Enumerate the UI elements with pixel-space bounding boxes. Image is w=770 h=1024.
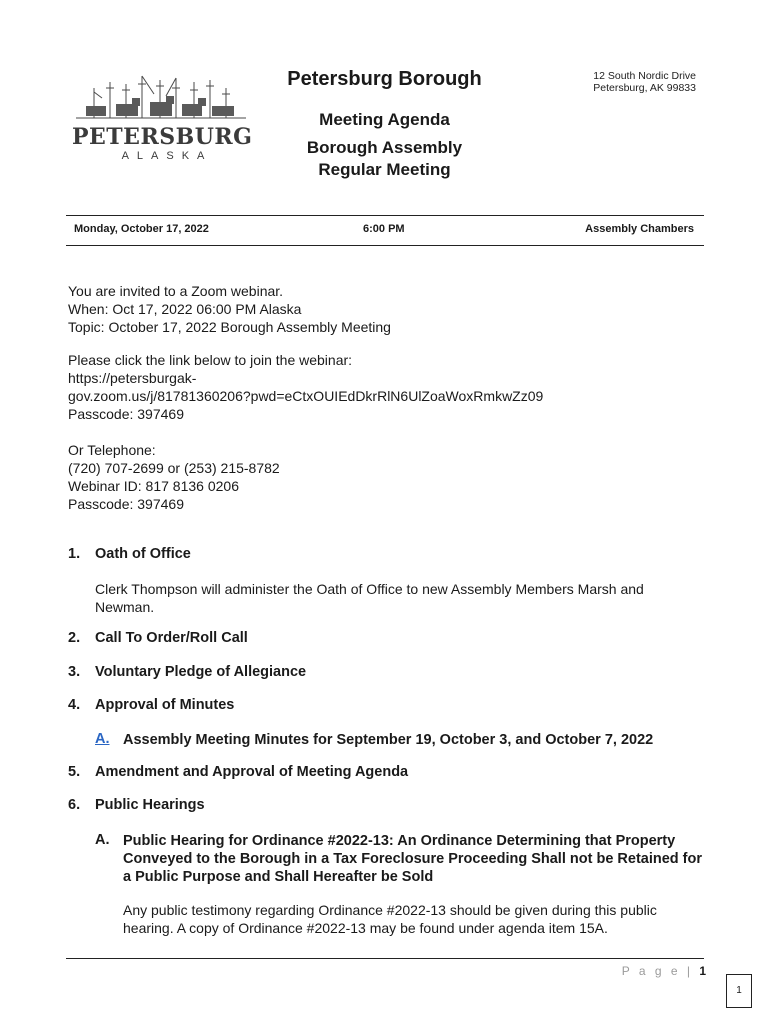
agenda-item-4 <box>68 697 234 713</box>
agenda-item-title: Approval of Minutes <box>95 697 235 713</box>
agenda-item-5 <box>68 764 408 780</box>
agenda-item-6a <box>95 832 705 886</box>
address-line-1: 12 South Nordic Drive <box>593 70 696 82</box>
oath-description: Clerk Thompson will administer the Oath of Office to new Assembly Members Marsh and Newman. <box>95 581 644 615</box>
agenda-item-title: Oath of Office <box>95 546 191 562</box>
agenda-item-title: Voluntary Pledge of Allegiance <box>95 664 307 680</box>
telephone-heading: Or Telephone: <box>68 442 156 458</box>
public-hearing-title: Public Hearing for Ordinance #2022-13: An Ordinance Determining that Property Conveyed to the Borough in a Tax Foreclosure Proceeding Shall not be Retained for a Public Purpose and Shall Hereafter be Sold <box>123 833 703 885</box>
agenda-item-title: Public Hearings <box>95 797 205 813</box>
footer-rule <box>66 958 704 959</box>
zoom-when-line: When: Oct 17, 2022 06:00 PM Alaska <box>68 301 302 317</box>
agenda-item-title: Amendment and Approval of Meeting Agenda <box>95 764 409 780</box>
zoom-passcode: Passcode: 397469 <box>68 406 184 422</box>
agenda-item-2 <box>68 630 248 646</box>
agenda-item-number: 6. <box>68 797 81 813</box>
agenda-item-number: 3. <box>68 664 81 680</box>
agenda-item-number: 2. <box>68 630 81 646</box>
webinar-id: Webinar ID: 817 8136 0206 <box>68 478 239 494</box>
minutes-title: Assembly Meeting Minutes for September 19, October 3, and October 7, 2022 <box>123 732 654 748</box>
page-label: P a g e | <box>621 964 693 978</box>
address-line-2: Petersburg, AK 99833 <box>593 82 696 94</box>
page-footer <box>622 964 706 978</box>
zoom-topic-line: Topic: October 17, 2022 Borough Assembly Meeting <box>68 319 391 335</box>
minutes-link[interactable]: A. <box>95 731 110 747</box>
phone-passcode: Passcode: 397469 <box>68 496 184 512</box>
meeting-date: Monday, October 17, 2022 <box>74 223 209 235</box>
assembly-title: Borough Assembly <box>306 138 463 157</box>
sub-item-letter: A. <box>95 832 110 848</box>
agenda-item-number: 1. <box>68 546 81 562</box>
telephone-numbers: (720) 707-2699 or (253) 215-8782 <box>68 460 280 476</box>
agenda-item-number: 5. <box>68 764 81 780</box>
agenda-item-4a <box>95 731 705 749</box>
zoom-invite <box>68 282 708 336</box>
org-title: Petersburg Borough <box>287 68 482 90</box>
info-bar-bottom-rule <box>66 245 704 246</box>
meeting-location: Assembly Chambers <box>585 223 694 235</box>
agenda-item-6 <box>68 797 205 813</box>
zoom-url-part-1[interactable]: https://petersburgak- <box>68 370 197 386</box>
agenda-item-title: Call To Order/Roll Call <box>95 630 248 646</box>
page-number: 1 <box>699 964 706 978</box>
zoom-link-intro: Please click the link below to join the webinar: <box>68 352 353 368</box>
agenda-item-number: 4. <box>68 697 81 713</box>
zoom-invite-line: You are invited to a Zoom webinar. <box>68 283 284 299</box>
agenda-item-1 <box>68 546 191 562</box>
meeting-time: 6:00 PM <box>363 223 405 235</box>
zoom-link-block <box>68 351 708 423</box>
logo-wordmark: PETERSBURG <box>72 124 253 150</box>
page-index-badge: 1 <box>726 974 752 1008</box>
logo-subtitle: ALASKA <box>121 150 213 162</box>
agenda-title: Meeting Agenda <box>319 110 450 129</box>
public-hearing-description: Any public testimony regarding Ordinance #2022-13 should be given during this public hearing. A copy of Ordinance #2022-13 may be found under agenda item 15A. <box>123 902 657 936</box>
harbor-skyline-graphic <box>72 74 250 124</box>
telephone-block <box>68 441 708 513</box>
info-bar-top-rule <box>66 215 704 216</box>
agenda-item-3 <box>68 664 306 680</box>
zoom-url-part-2[interactable]: gov.zoom.us/j/81781360206?pwd=eCtxOUIEdDkrRlN6UlZoaWoxRmkwZz09 <box>68 388 544 404</box>
meeting-type: Regular Meeting <box>318 160 451 179</box>
petersburg-logo <box>72 74 253 166</box>
